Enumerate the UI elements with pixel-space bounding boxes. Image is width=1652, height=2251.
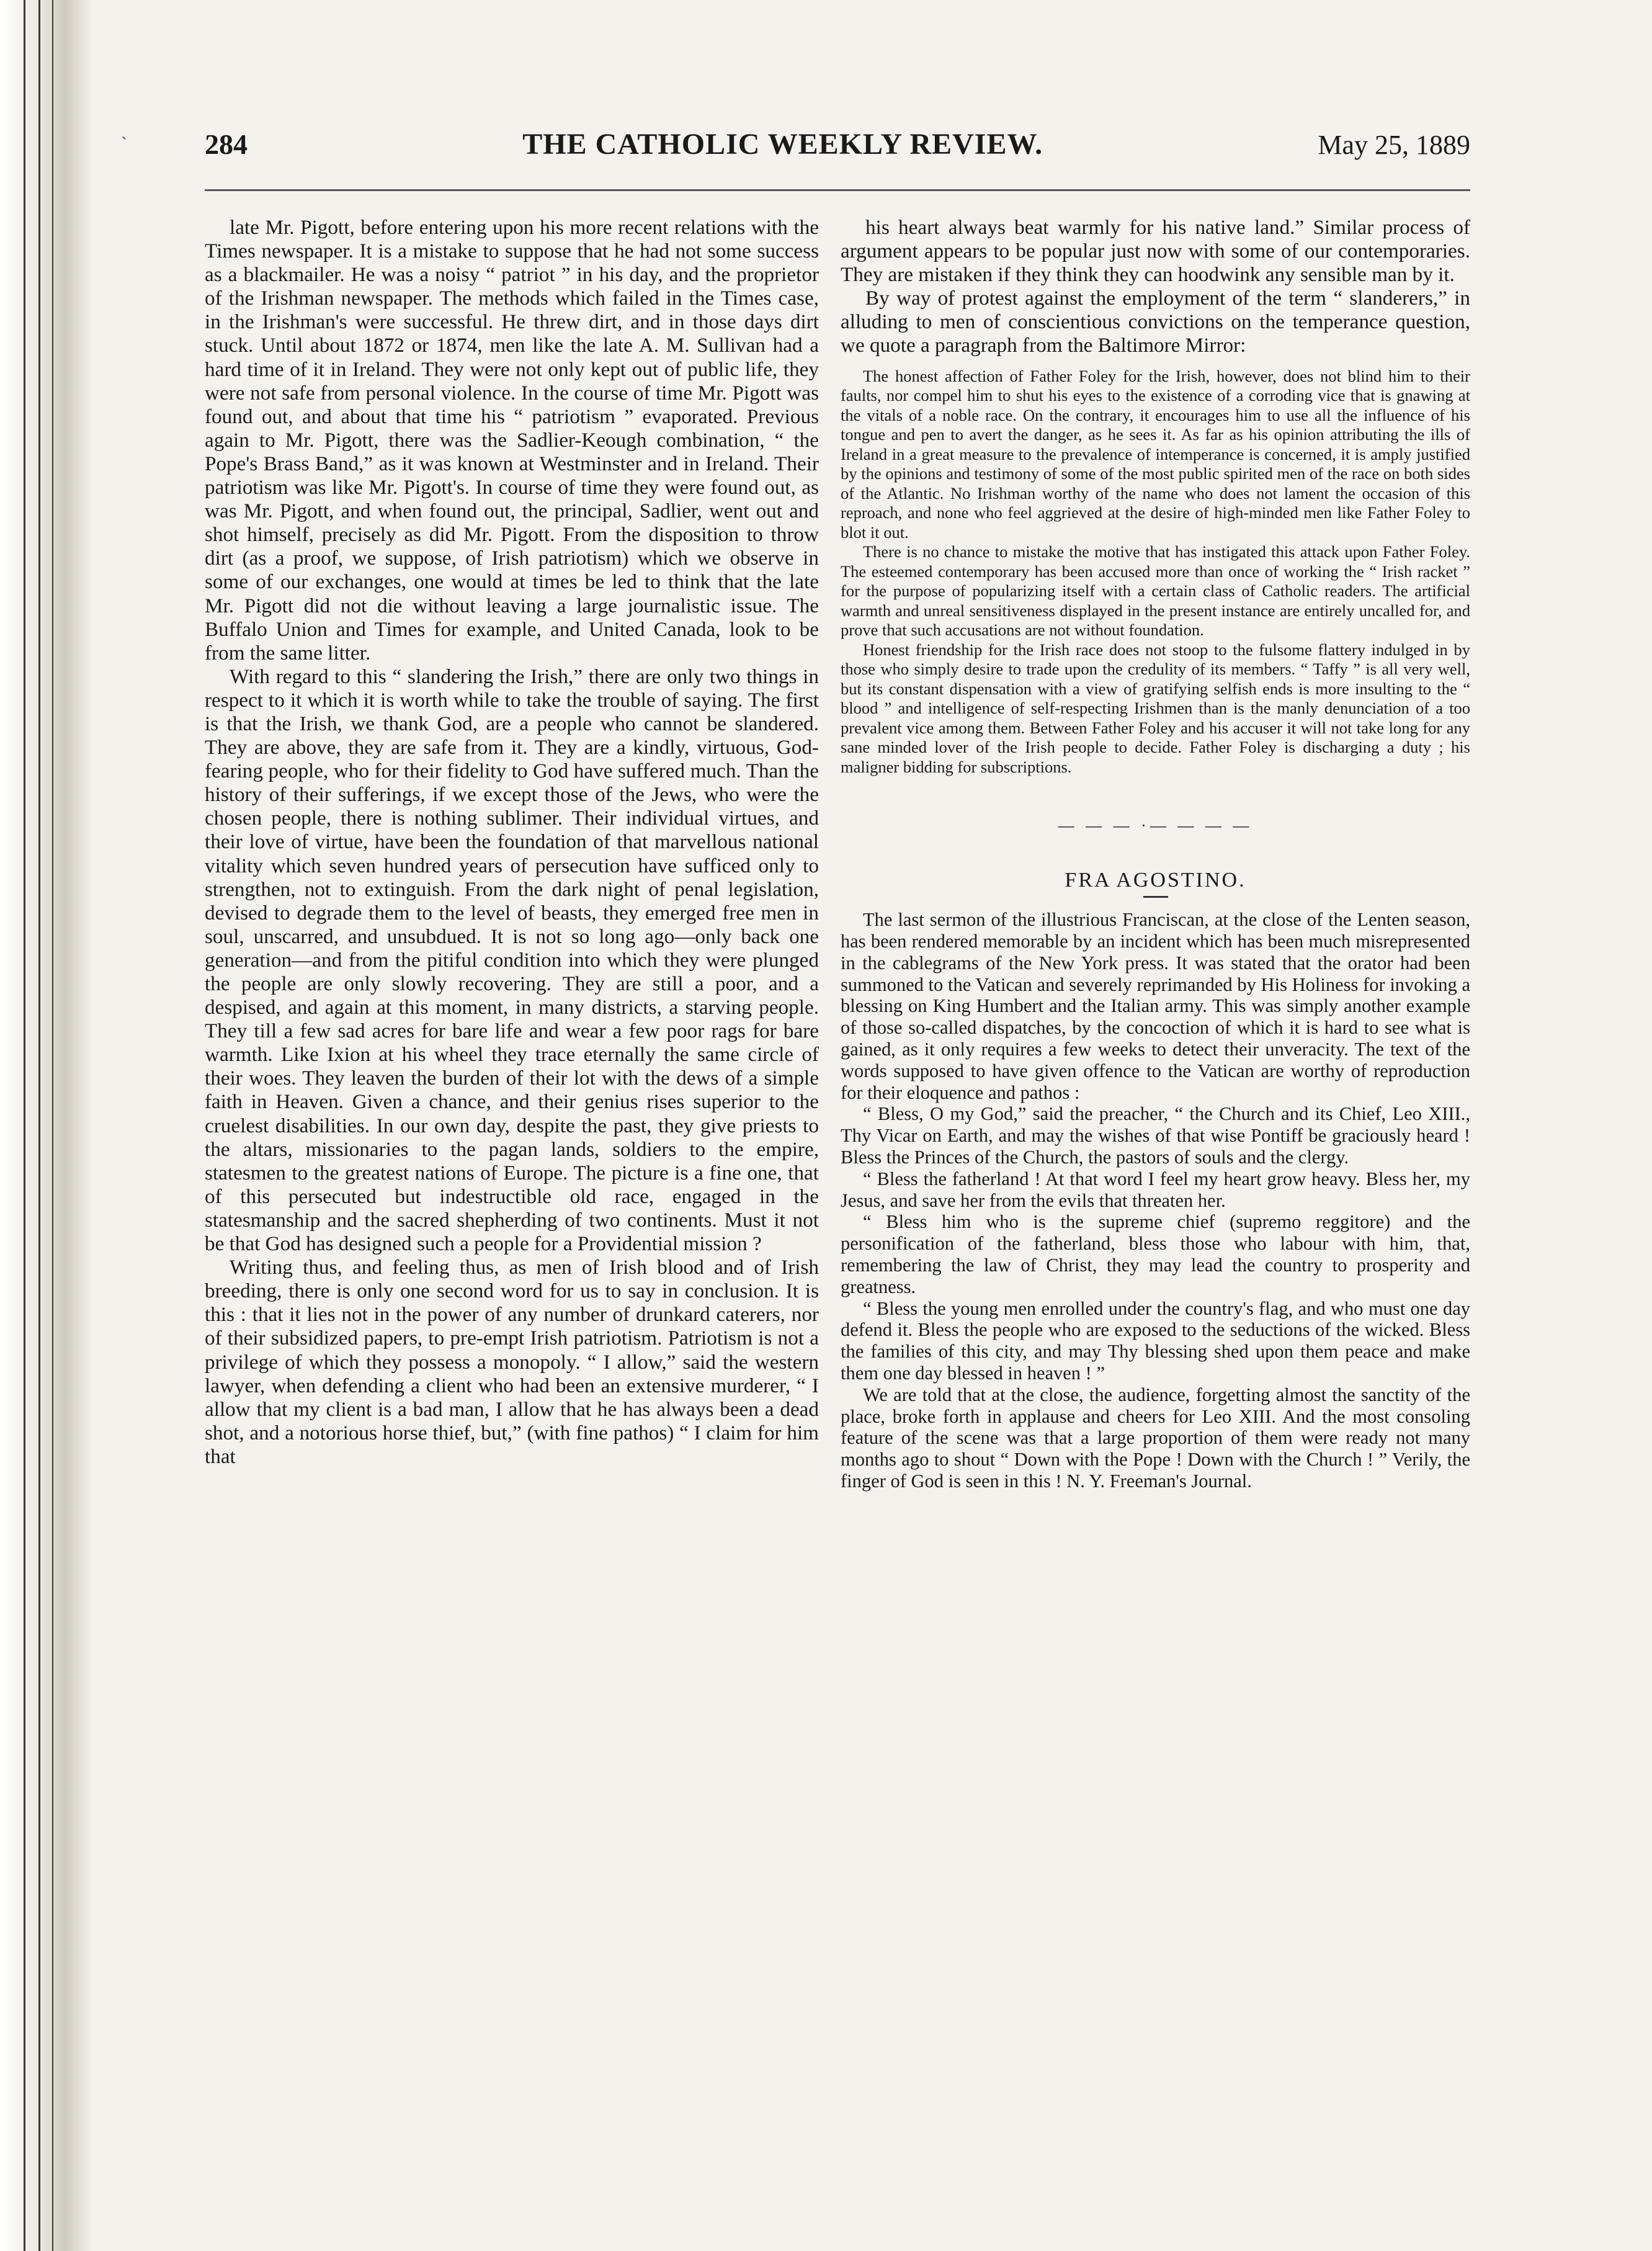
section-separator: — — — ·— — — — <box>1058 817 1253 835</box>
quote-paragraph: The honest affection of Father Foley for the Irish, however, does not blind him to their faults, nor compel him to shut his eyes to the existence of a corroding vice that is gnawing at the vitals of a noble race. On the contrary, it encourages him to use all the influence of his tongue and pen to avert the danger, as he sees it. As far as his opinion attributing the ills of Ireland in a great measure to the prevalence of intemperance is concerned, it is amply justified by the opinions and testimony of some of the most public spirited men of the race on both sides of the Atlantic. No Irishman worthy of the name who does not lament the occasion of this reproach, and none who feel aggrieved at the desire of high-minded men like Father Foley to blot it out. <box>841 366 1470 542</box>
left-paragraph: With regard to this “ slandering the Irish,” there are only two things in respect to it which it is worth while to take the trouble of saying. The first is that the Irish, we thank God, are a people who cannot be slandered. They are above, they are safe from it. They are a kindly, virtuous, God-fearing people, who for their fidelity to God have suffered much. Than the history of their sufferings, if we except those of the Jews, who were the chosen people, there is nothing sublimer. Their individual virtues, and their love of virtue, have been the foundation of that marvellous national vitality which seven hundred years of persecution have sufficed only to strengthen, not to extinguish. From the dark night of penal legislation, devised to degrade them to the level of beasts, they emerged free men in soul, unscarred, and unsubdued. It is not so long ago—only back one generation—and from the pitiful condition into which they were plunged the people are only slowly recovering. They are still a poor, and a despised, and again at this moment, in many districts, a starving people. They till a few sad acres for bare life and wear a few poor rags for bare warmth. Like Ixion at his wheel they trace eternally the same circle of their woes. They leaven the burden of their lot with the dews of a simple faith in Heaven. Given a chance, and their genius rises superior to the cruelest disabilities. In our own day, despite the past, they give priests to the altars, missionaries to the pagan lands, soldiers to the empire, statesmen to the greatest nations of Europe. The picture is a fine one, that of this persecuted but indestructible old race, engaged in the statesmanship and the sacred shepherding of two continents. Must it not be that God has designed such a people for a Providential mission ? <box>205 665 819 1256</box>
intro-paragraph: his heart always beat warmly for his native land.” Similar process of argument appears to be popular just now with some of our contemporaries. They are mistaken if they think they can hoodwink any sensible man by it. <box>841 216 1470 287</box>
left-paragraph: Writing thus, and feeling thus, as men of Irish blood and of Irish breeding, there is only one second word for us to say in conclusion. It is this : that it lies not in the power of any number of drunkard caterers, nor of their subsidized papers, to pre-empt Irish patriotism. Patriotism is not a privilege of which they possess a monopoly. “ I allow,” said the western lawyer, when defending a client who had been an extensive murderer, “ I allow that my client is a bad man, I allow that he has always been a dead shot, and a notorious horse thief, but,” (with fine pathos) “ I claim for him that <box>205 1256 819 1468</box>
issue-date: May 25, 1889 <box>1318 130 1470 160</box>
quote-paragraph: There is no chance to mistake the motive that has instigated this attack upon Father Foley. The esteemed contemporary has been accused more than once of working the “ Irish racket ” for the purpose of popularizing itself with a certain class of Catholic readers. The artificial warmth and unreal sensitiveness displayed in the present instance are entirely uncalled for, and prove that such accusations are not without foundation. <box>841 542 1470 640</box>
article-paragraph: The last sermon of the illustrious Franciscan, at the close of the Lenten season, has been rendered memorable by an incident which has been much misrepresented in the cablegrams of the New York press. It was stated that the orator had been summoned to the Vatican and severely reprimanded by His Holiness for invoking a blessing on King Humbert and the Italian army. This was simply another example of those so-called dispatches, by the concoction of which it is hard to see what is gained, as it only requires a few weeks to detect their unveracity. The text of the words supposed to have given offence to the Vatican are worthy of reproduction for their eloquence and pathos : <box>841 909 1470 1103</box>
article-paragraph: “ Bless, O my God,” said the preacher, “ the Church and its Chief, Leo XIII., Thy Vicar on Earth, and may the wishes of that wise Pontiff be graciously heard ! Bless the Princes of the Church, the pastors of souls and the clergy. <box>841 1103 1470 1168</box>
left-column <box>205 216 819 1469</box>
right-column <box>841 216 1470 1492</box>
title-rule <box>1143 896 1168 898</box>
publication-title: THE CATHOLIC WEEKLY REVIEW. <box>522 128 1043 161</box>
margin-mark: ` <box>121 133 127 154</box>
newspaper-page <box>205 127 1470 1492</box>
article-body <box>841 909 1470 1492</box>
article-paragraph: We are told that at the close, the audience, forgetting almost the sanctity of the place, broke forth in applause and cheers for Leo XIII. And the most consoling feature of the scene was that a large proportion of them were ready not many months ago to shout “ Down with the Pope ! Down with the Church ! ” Verily, the finger of God is seen in this ! N. Y. Freeman's Journal. <box>841 1384 1470 1492</box>
article-title: FRA AGOSTINO. <box>1065 869 1246 892</box>
article-paragraph: “ Bless him who is the supreme chief (supremo reggitore) and the personification of the fatherland, bless those who labour with him, that, remembering the law of Christ, they may lead the country to prosperity and greatness. <box>841 1211 1470 1297</box>
header-rule <box>205 189 1470 191</box>
article-paragraph: “ Bless the fatherland ! At that word I feel my heart grow heavy. Bless her, my Jesus, and save her from the evils that threaten her. <box>841 1168 1470 1211</box>
quoted-editorial <box>841 367 1470 777</box>
quote-paragraph: Honest friendship for the Irish race does not stoop to the fulsome flattery indulged in by those who simply desire to trade upon the credulity of its members. “ Taffy ” is all very well, but its constant dispensation with a view of gratifying selfish ends is more insulting to the “ blood ” and intelligence of self-respecting Irishmen than is the manly denunciation of a too prevalent vice among them. Between Father Foley and his accuser it will not take long for any sane minded lover of the Irish people to decide. Father Foley is discharging a duty ; his maligner bidding for subscriptions. <box>841 640 1470 776</box>
left-paragraph: late Mr. Pigott, before entering upon his more recent relations with the Times newspaper. It is a mistake to suppose that he had not some success as a blackmailer. He was a noisy “ patriot ” in his day, and the proprietor of the Irishman newspaper. The methods which failed in the Times case, in the Irishman's were successful. He threw dirt, and in those days dirt stuck. Until about 1872 or 1874, men like the late A. M. Sullivan had a hard time of it in Ireland. They were not only kept out of public life, they were not safe from personal violence. In the course of time Mr. Pigott was found out, and about that time his “ patriotism ” evaporated. Previous again to Mr. Pigott, there was the Sadlier-Keough combination, “ the Pope's Brass Band,” as it was known at Westminster and in Ireland. Their patriotism was like Mr. Pigott's. In course of time they were found out, as was Mr. Pigott, and when found out, the principal, Sadlier, went out and shot himself, precisely as did Mr. Pigott. From the disposition to throw dirt (as a proof, we suppose, of Irish patriotism) which we observe in some of our exchanges, one would at times be led to think that the late Mr. Pigott did not die without leaving a large journalistic issue. The Buffalo Union and Times for example, and United Canada, look to be from the same litter. <box>205 216 819 665</box>
page-number: 284 <box>205 128 248 160</box>
page-binding-edge <box>0 0 93 2251</box>
page-header <box>205 127 1470 164</box>
intro-paragraph: By way of protest against the employment of the term “ slanderers,” in alluding to men of conscientious convictions on the temperance question, we quote a paragraph from the Baltimore Mirror: <box>841 287 1470 357</box>
article-paragraph: “ Bless the young men enrolled under the country's flag, and who must one day defend it. Bless the people who are exposed to the seductions of the wicked. Bless the families of this city, and may Thy blessing shed upon them peace and make them one day blessed in heaven ! ” <box>841 1297 1470 1384</box>
text-columns <box>205 216 1470 1492</box>
